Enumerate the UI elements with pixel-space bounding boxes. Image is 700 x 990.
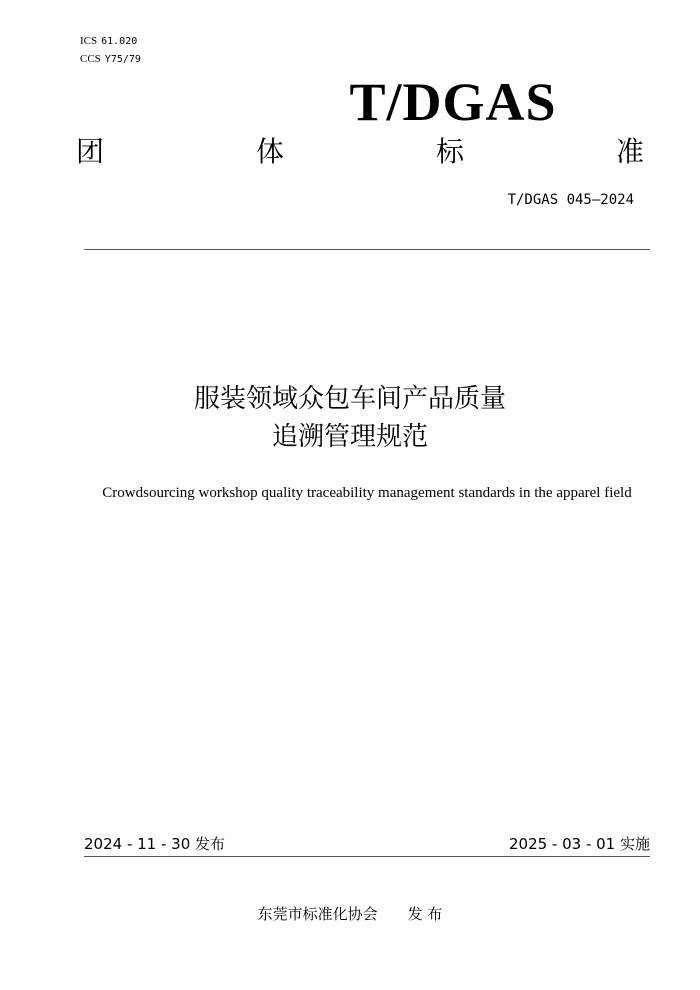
standard-type-char: 体: [256, 135, 285, 168]
publisher-action: 发 布: [407, 905, 443, 923]
ccs-label: CCS: [80, 53, 101, 65]
association-logo: T/DGAS: [349, 72, 557, 132]
standard-type: [76, 132, 648, 172]
top-divider: [84, 249, 650, 250]
title-english: Crowdsourcing workshop quality traceability management standards in the apparel field: [102, 485, 632, 501]
title-chinese: [0, 380, 700, 456]
title-line-2: 追溯管理规范: [271, 422, 428, 452]
standard-type-char: 标: [436, 135, 465, 168]
ics-value: 61.020: [101, 36, 138, 47]
ics-code: [80, 35, 137, 48]
publisher: [0, 904, 700, 924]
title-line-1: 服装领域众包车间产品质量: [193, 384, 506, 414]
implementation-date: 2025 - 03 - 01 实施: [508, 835, 650, 853]
ccs-code: [80, 53, 141, 66]
issue-date: 2024 - 11 - 30 发布: [84, 835, 226, 853]
publisher-org: 东莞市标准化协会: [257, 905, 378, 923]
standard-type-char: 团: [76, 135, 105, 168]
standard-number: T/DGAS 045—2024: [507, 192, 634, 208]
ics-label: ICS: [80, 35, 98, 47]
bottom-divider: [84, 856, 650, 857]
ccs-value: Y75/79: [104, 54, 141, 65]
standard-type-char: 准: [616, 135, 645, 168]
